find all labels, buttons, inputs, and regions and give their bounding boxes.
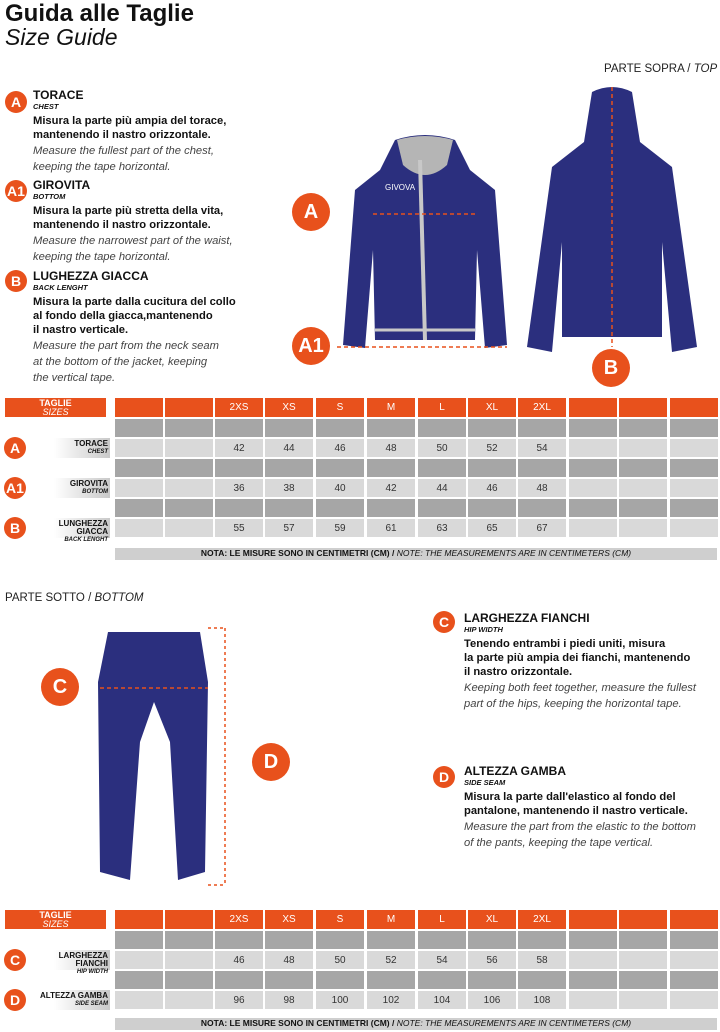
- table-spacer-cell: [215, 499, 263, 517]
- measure-text-it: [464, 790, 719, 818]
- measure-text-line: pantalone, mantenendo il nastro verticale.: [464, 805, 688, 817]
- table-value-cell: [569, 951, 617, 969]
- measure-marker-icon: A: [5, 91, 27, 113]
- measure-marker-icon: A1: [5, 180, 27, 202]
- table-spacer-cell: [518, 931, 566, 949]
- table-spacer-cell: [619, 499, 667, 517]
- size-header-cell: [569, 910, 617, 929]
- table-spacer-cell: [316, 459, 364, 477]
- table-spacer-cell: [670, 499, 718, 517]
- row-marker-icon: A: [4, 437, 26, 459]
- measure-description: [33, 270, 273, 385]
- table-value-cell: 55: [215, 519, 263, 537]
- table-row-label: [30, 518, 110, 543]
- table-spacer-cell: [468, 971, 516, 989]
- table-value-cell: [165, 519, 213, 537]
- table-value-cell: [670, 479, 718, 497]
- sizes-header-it: TAGLIE: [39, 910, 72, 920]
- measure-text-line: the vertical tape.: [33, 372, 116, 384]
- table-value-cell: 44: [265, 439, 313, 457]
- size-header-cell: [165, 910, 213, 929]
- size-header-cell: 2XS: [215, 910, 263, 929]
- table-value-cell: 44: [418, 479, 466, 497]
- measure-text-line: Measure the part from the elastic to the bottom: [464, 821, 696, 833]
- sizes-header: [5, 910, 106, 929]
- measure-subtitle: SIDE SEAM: [464, 778, 506, 787]
- measure-text-line: keeping the tape horizontal.: [33, 251, 171, 263]
- table-value-cell: 48: [518, 479, 566, 497]
- table-spacer-cell: [418, 499, 466, 517]
- measure-text-line: al fondo della giacca,mantenendo: [33, 310, 213, 322]
- table-value-cell: [619, 991, 667, 1009]
- table-spacer-cell: [468, 931, 516, 949]
- table-spacer-cell: [619, 971, 667, 989]
- table-spacer-cell: [569, 971, 617, 989]
- measure-subtitle: BACK LENGHT: [33, 283, 88, 292]
- marker-a1-icon: A1: [292, 327, 330, 365]
- table-spacer-cell: [670, 459, 718, 477]
- table-value-cell: 50: [316, 951, 364, 969]
- table-spacer-cell: [367, 419, 415, 437]
- measure-text-line: of the pants, keeping the tape vertical.: [464, 837, 654, 849]
- table-value-cell: 58: [518, 951, 566, 969]
- row-marker-icon: A1: [4, 477, 26, 499]
- row-label-it: TORACE: [74, 439, 108, 448]
- table-spacer-cell: [316, 971, 364, 989]
- table-value-cell: [165, 439, 213, 457]
- table-spacer-cell: [619, 419, 667, 437]
- table-value-cell: 48: [367, 439, 415, 457]
- size-header-cell: M: [367, 398, 415, 417]
- measure-title: LUGHEZZA GIACCA: [33, 269, 149, 283]
- row-marker-icon: B: [4, 517, 26, 539]
- size-header-cell: [115, 398, 163, 417]
- measure-text-line: part of the hips, keeping the horizontal tape.: [464, 698, 682, 710]
- table-value-cell: [569, 479, 617, 497]
- size-header-cell: [115, 910, 163, 929]
- row-marker-icon: D: [4, 989, 26, 1011]
- table-spacer-cell: [215, 971, 263, 989]
- table-spacer-cell: [165, 931, 213, 949]
- size-header-cell: [569, 398, 617, 417]
- sizes-header-en: SIZES: [42, 919, 69, 929]
- table-value-cell: [619, 479, 667, 497]
- table-value-cell: 65: [468, 519, 516, 537]
- table-row-label: [30, 438, 110, 458]
- table-spacer-cell: [468, 419, 516, 437]
- marker-b-icon: B: [592, 349, 630, 387]
- table-spacer-cell: [115, 499, 163, 517]
- page-subtitle: Size Guide: [5, 24, 118, 50]
- page-title: Guida alle Taglie: [5, 0, 194, 27]
- table-spacer-cell: [418, 931, 466, 949]
- measure-text-line: mantenendo il nastro orizzontale.: [33, 219, 211, 231]
- table-value-cell: 106: [468, 991, 516, 1009]
- table-spacer-cell: [569, 499, 617, 517]
- size-header-cell: [165, 398, 213, 417]
- size-header-cell: S: [316, 910, 364, 929]
- measure-text-line: il nastro verticale.: [33, 324, 129, 336]
- row-label-en: HIP WIDTH: [76, 969, 108, 975]
- measure-subtitle: CHEST: [33, 102, 59, 111]
- measure-title: GIROVITA: [33, 178, 91, 192]
- table-value-cell: 42: [367, 479, 415, 497]
- table-value-cell: [569, 519, 617, 537]
- table-spacer-cell: [418, 419, 466, 437]
- table-spacer-cell: [670, 931, 718, 949]
- table-spacer-cell: [165, 459, 213, 477]
- measure-text-line: Keeping both feet together, measure the fullest: [464, 682, 696, 694]
- table-value-cell: 108: [518, 991, 566, 1009]
- measure-text-it: [33, 114, 273, 142]
- table-spacer-cell: [165, 419, 213, 437]
- table-value-cell: 48: [265, 951, 313, 969]
- size-header-cell: [670, 910, 718, 929]
- row-label-it: LUNGHEZZA GIACCA: [58, 519, 108, 536]
- table-value-cell: 98: [265, 991, 313, 1009]
- row-marker-icon: C: [4, 949, 26, 971]
- size-header-cell: XL: [468, 910, 516, 929]
- table-spacer-cell: [165, 971, 213, 989]
- measure-subtitle: BOTTOM: [33, 192, 66, 201]
- table-value-cell: 100: [316, 991, 364, 1009]
- table-value-cell: 52: [468, 439, 516, 457]
- table-value-cell: 102: [367, 991, 415, 1009]
- table-value-cell: [115, 951, 163, 969]
- table-spacer-cell: [367, 971, 415, 989]
- marker-c-icon: C: [41, 668, 79, 706]
- table-row-label: [30, 478, 110, 498]
- measure-title: ALTEZZA GAMBA: [464, 764, 566, 778]
- row-label-en: BACK LENGHT: [64, 537, 108, 543]
- row-label-it: LARGHEZZA FIANCHI: [58, 951, 108, 968]
- size-header-cell: S: [316, 398, 364, 417]
- top-table-note: NOTA: LE MISURE SONO IN CENTIMETRI (CM) / NOTE: THE MEASUREMENTS ARE IN CENTIMETERS (CM): [115, 548, 717, 560]
- table-row-label: [30, 990, 110, 1010]
- bottom-table-note: NOTA: LE MISURE SONO IN CENTIMETRI (CM) / NOTE: THE MEASUREMENTS ARE IN CENTIMETERS (CM): [115, 1018, 717, 1030]
- table-spacer-cell: [518, 459, 566, 477]
- measure-text-en: [33, 234, 273, 264]
- table-value-cell: [569, 991, 617, 1009]
- measure-text-line: Misura la parte più stretta della vita,: [33, 205, 224, 217]
- measure-title: TORACE: [33, 88, 84, 102]
- table-spacer-cell: [670, 971, 718, 989]
- table-spacer-cell: [115, 459, 163, 477]
- table-spacer-cell: [619, 459, 667, 477]
- table-spacer-cell: [518, 499, 566, 517]
- brand-logo: GIVOVA: [385, 183, 416, 192]
- row-label-en: CHEST: [87, 449, 108, 455]
- size-header-cell: 2XS: [215, 398, 263, 417]
- table-spacer-cell: [569, 459, 617, 477]
- measure-subtitle: HIP WIDTH: [464, 625, 503, 634]
- table-spacer-cell: [215, 931, 263, 949]
- measure-text-line: il nastro orizzontale.: [464, 666, 573, 678]
- sizes-header: [5, 398, 106, 417]
- table-spacer-cell: [265, 971, 313, 989]
- size-header-cell: L: [418, 398, 466, 417]
- sizes-header-it: TAGLIE: [39, 398, 72, 408]
- table-value-cell: 67: [518, 519, 566, 537]
- table-spacer-cell: [215, 419, 263, 437]
- table-value-cell: 42: [215, 439, 263, 457]
- measure-marker-icon: C: [433, 611, 455, 633]
- row-label-it: GIROVITA: [69, 479, 108, 488]
- size-header-cell: XS: [265, 398, 313, 417]
- table-spacer-cell: [115, 931, 163, 949]
- marker-d-icon: D: [252, 743, 290, 781]
- size-header-cell: [619, 398, 667, 417]
- table-value-cell: 104: [418, 991, 466, 1009]
- size-header-cell: XS: [265, 910, 313, 929]
- table-spacer-cell: [468, 499, 516, 517]
- measure-text-line: Measure the part from the neck seam: [33, 340, 219, 352]
- table-value-cell: [619, 439, 667, 457]
- table-spacer-cell: [265, 499, 313, 517]
- table-value-cell: 52: [367, 951, 415, 969]
- table-spacer-cell: [265, 459, 313, 477]
- measure-text-en: [33, 144, 273, 174]
- table-spacer-cell: [115, 419, 163, 437]
- table-spacer-cell: [418, 459, 466, 477]
- table-value-cell: [619, 519, 667, 537]
- table-value-cell: [569, 439, 617, 457]
- table-value-cell: 46: [316, 439, 364, 457]
- size-header-cell: 2XL: [518, 910, 566, 929]
- table-value-cell: 63: [418, 519, 466, 537]
- table-spacer-cell: [569, 931, 617, 949]
- table-spacer-cell: [619, 931, 667, 949]
- table-value-cell: [670, 519, 718, 537]
- sizes-header-en: SIZES: [42, 407, 69, 417]
- table-spacer-cell: [367, 459, 415, 477]
- row-label-en: BOTTOM: [82, 489, 108, 495]
- table-spacer-cell: [518, 971, 566, 989]
- table-value-cell: 54: [418, 951, 466, 969]
- table-value-cell: 40: [316, 479, 364, 497]
- table-value-cell: 61: [367, 519, 415, 537]
- top-section-label: PARTE SOPRA / TOP: [604, 63, 718, 75]
- size-header-cell: [670, 398, 718, 417]
- measure-text-line: Misura la parte dalla cucitura del collo: [33, 296, 236, 308]
- table-value-cell: [165, 479, 213, 497]
- table-spacer-cell: [316, 419, 364, 437]
- measure-text-it: [464, 637, 719, 679]
- measure-text-line: Measure the fullest part of the chest,: [33, 145, 214, 157]
- measure-description: [464, 612, 719, 711]
- measure-description: [33, 89, 273, 174]
- table-spacer-cell: [215, 459, 263, 477]
- table-value-cell: 46: [468, 479, 516, 497]
- table-spacer-cell: [265, 931, 313, 949]
- measure-text-en: [464, 681, 719, 711]
- size-header-cell: M: [367, 910, 415, 929]
- measure-text-line: Measure the narrowest part of the waist,: [33, 235, 233, 247]
- table-value-cell: 96: [215, 991, 263, 1009]
- table-value-cell: [670, 439, 718, 457]
- pants-image: [90, 622, 240, 892]
- table-value-cell: [115, 439, 163, 457]
- size-header-cell: [619, 910, 667, 929]
- table-spacer-cell: [316, 499, 364, 517]
- measure-title: LARGHEZZA FIANCHI: [464, 611, 590, 625]
- measure-description: [464, 765, 719, 850]
- size-header-cell: 2XL: [518, 398, 566, 417]
- measure-marker-icon: D: [433, 766, 455, 788]
- measure-description: [33, 179, 273, 264]
- measure-text-line: mantenendo il nastro orizzontale.: [33, 129, 211, 141]
- table-spacer-cell: [670, 419, 718, 437]
- measure-text-line: at the bottom of the jacket, keeping: [33, 356, 208, 368]
- measure-text-it: [33, 204, 273, 232]
- measure-text-en: [33, 339, 273, 385]
- table-value-cell: 38: [265, 479, 313, 497]
- table-value-cell: [115, 479, 163, 497]
- row-label-en: SIDE SEAM: [74, 1001, 108, 1007]
- table-value-cell: [115, 519, 163, 537]
- marker-a-icon: A: [292, 193, 330, 231]
- measure-text-it: [33, 295, 273, 337]
- measure-text-en: [464, 820, 719, 850]
- table-value-cell: 56: [468, 951, 516, 969]
- table-value-cell: 57: [265, 519, 313, 537]
- table-spacer-cell: [367, 931, 415, 949]
- table-value-cell: [670, 991, 718, 1009]
- size-header-cell: L: [418, 910, 466, 929]
- table-spacer-cell: [367, 499, 415, 517]
- measure-text-line: la parte più ampia dei fianchi, mantenendo: [464, 652, 691, 664]
- table-value-cell: [165, 951, 213, 969]
- table-value-cell: 36: [215, 479, 263, 497]
- row-label-it: ALTEZZA GAMBA: [40, 991, 108, 1000]
- measure-text-line: keeping the tape horizontal.: [33, 161, 171, 173]
- table-value-cell: [115, 991, 163, 1009]
- jacket-back-image: [522, 82, 702, 357]
- measure-text-line: Tenendo entrambi i piedi uniti, misura: [464, 638, 666, 650]
- table-spacer-cell: [468, 459, 516, 477]
- size-header-cell: XL: [468, 398, 516, 417]
- measure-text-line: Misura la parte dall'elastico al fondo del: [464, 791, 676, 803]
- table-spacer-cell: [165, 499, 213, 517]
- table-spacer-cell: [569, 419, 617, 437]
- measure-marker-icon: B: [5, 270, 27, 292]
- table-row-label: [30, 950, 110, 975]
- table-value-cell: 50: [418, 439, 466, 457]
- table-value-cell: 59: [316, 519, 364, 537]
- table-spacer-cell: [518, 419, 566, 437]
- measure-text-line: Misura la parte più ampia del torace,: [33, 115, 227, 127]
- table-spacer-cell: [115, 971, 163, 989]
- table-spacer-cell: [265, 419, 313, 437]
- table-value-cell: [619, 951, 667, 969]
- bottom-section-label: PARTE SOTTO / BOTTOM: [5, 592, 144, 604]
- table-value-cell: [670, 951, 718, 969]
- table-value-cell: 54: [518, 439, 566, 457]
- table-spacer-cell: [316, 931, 364, 949]
- table-value-cell: [165, 991, 213, 1009]
- table-spacer-cell: [418, 971, 466, 989]
- table-value-cell: 46: [215, 951, 263, 969]
- jacket-front-image: [335, 130, 515, 355]
